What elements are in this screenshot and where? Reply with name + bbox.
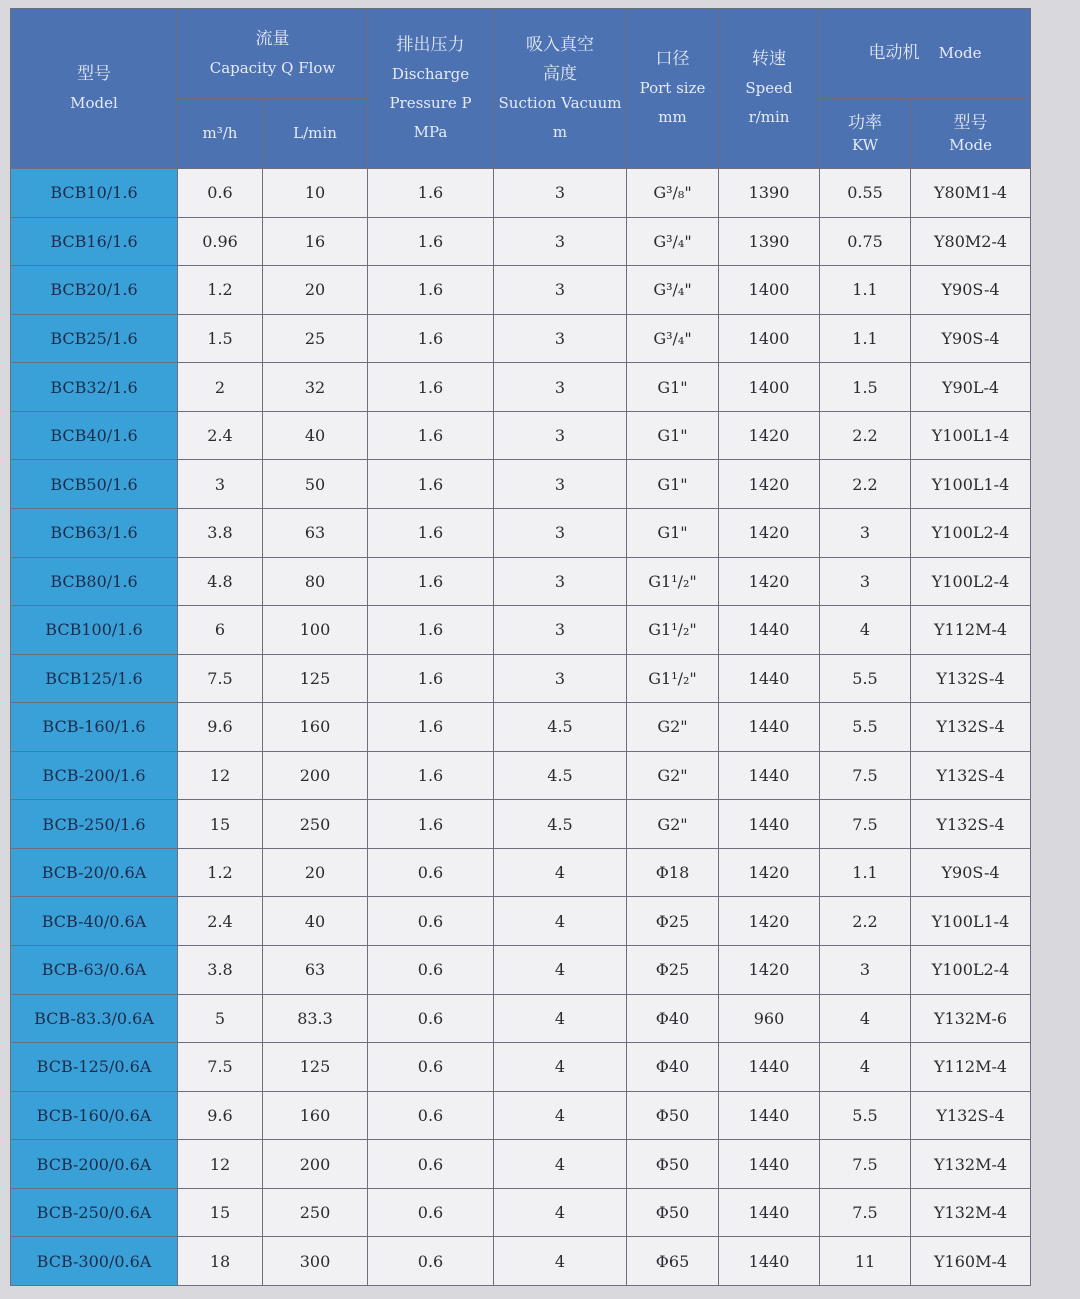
table-row	[11, 411, 1031, 460]
cell-flow-lmin: 50	[263, 460, 368, 509]
cell-pressure: 0.6	[368, 848, 494, 897]
header-power	[820, 99, 911, 169]
header-motor-model-zh: 型号	[953, 112, 988, 133]
cell-flow-m3h: 1.2	[178, 848, 263, 897]
cell-motor-model: Y132M-4	[911, 1188, 1031, 1237]
cell-suction: 3	[494, 654, 627, 703]
header-motor-model	[911, 99, 1031, 169]
cell-speed: 1400	[719, 363, 820, 412]
cell-motor-model: Y132S-4	[911, 1091, 1031, 1140]
cell-port-size: G1"	[627, 508, 719, 557]
cell-suction: 4	[494, 946, 627, 995]
cell-power: 2.2	[820, 460, 911, 509]
cell-suction: 4.5	[494, 703, 627, 752]
cell-power: 5.5	[820, 1091, 911, 1140]
cell-flow-lmin: 16	[263, 217, 368, 266]
table-row	[11, 217, 1031, 266]
header-motor-model-en: Mode	[949, 135, 992, 154]
cell-suction: 4	[494, 1140, 627, 1189]
cell-power: 3	[820, 508, 911, 557]
header-flow-m3h: m³/h	[178, 99, 263, 169]
cell-speed: 1420	[719, 557, 820, 606]
table-row	[11, 1237, 1031, 1286]
cell-motor-model: Y100L2-4	[911, 508, 1031, 557]
cell-speed: 1440	[719, 654, 820, 703]
cell-flow-lmin: 80	[263, 557, 368, 606]
header-pressure-unit: MPa	[413, 122, 448, 141]
cell-suction: 4.5	[494, 751, 627, 800]
cell-port-size: Φ65	[627, 1237, 719, 1286]
cell-port-size: G2"	[627, 703, 719, 752]
cell-pressure: 1.6	[368, 508, 494, 557]
cell-model: BCB32/1.6	[11, 363, 178, 412]
header-speed-unit: r/min	[748, 108, 790, 126]
cell-flow-lmin: 63	[263, 508, 368, 557]
cell-flow-lmin: 25	[263, 314, 368, 363]
cell-port-size: G³/₄"	[627, 266, 719, 315]
cell-pressure: 0.6	[368, 1188, 494, 1237]
cell-port-size: Φ40	[627, 994, 719, 1043]
table-row	[11, 363, 1031, 412]
header-speed-zh: 转速	[752, 49, 787, 69]
cell-pressure: 1.6	[368, 266, 494, 315]
cell-flow-lmin: 200	[263, 751, 368, 800]
cell-speed: 1420	[719, 848, 820, 897]
cell-motor-model: Y90S-4	[911, 848, 1031, 897]
cell-flow-lmin: 10	[263, 169, 368, 218]
pump-spec-table	[10, 8, 1031, 1286]
cell-model: BCB20/1.6	[11, 266, 178, 315]
cell-power: 1.5	[820, 363, 911, 412]
header-flow-lmin: L/min	[263, 99, 368, 169]
cell-power: 7.5	[820, 751, 911, 800]
cell-flow-m3h: 18	[178, 1237, 263, 1286]
cell-flow-m3h: 9.6	[178, 703, 263, 752]
cell-suction: 4.5	[494, 800, 627, 849]
header-suction-zh2: 高度	[543, 63, 578, 84]
cell-port-size: G2"	[627, 751, 719, 800]
cell-port-size: G1¹/₂"	[627, 557, 719, 606]
cell-suction: 3	[494, 217, 627, 266]
cell-pressure: 1.6	[368, 411, 494, 460]
cell-model: BCB-83.3/0.6A	[11, 994, 178, 1043]
cell-speed: 1440	[719, 1237, 820, 1286]
cell-speed: 1420	[719, 508, 820, 557]
cell-power: 5.5	[820, 654, 911, 703]
cell-pressure: 0.6	[368, 1140, 494, 1189]
cell-suction: 3	[494, 169, 627, 218]
cell-flow-lmin: 125	[263, 654, 368, 703]
cell-suction: 3	[494, 411, 627, 460]
cell-pressure: 1.6	[368, 557, 494, 606]
cell-pressure: 1.6	[368, 460, 494, 509]
cell-flow-lmin: 40	[263, 411, 368, 460]
cell-power: 1.1	[820, 848, 911, 897]
cell-pressure: 1.6	[368, 751, 494, 800]
cell-port-size: G2"	[627, 800, 719, 849]
cell-port-size: Φ25	[627, 946, 719, 995]
cell-motor-model: Y80M2-4	[911, 217, 1031, 266]
cell-speed: 960	[719, 994, 820, 1043]
cell-model: BCB-300/0.6A	[11, 1237, 178, 1286]
cell-power: 7.5	[820, 1188, 911, 1237]
cell-power: 7.5	[820, 800, 911, 849]
cell-flow-lmin: 100	[263, 606, 368, 655]
cell-flow-lmin: 250	[263, 1188, 368, 1237]
cell-model: BCB40/1.6	[11, 411, 178, 460]
cell-model: BCB-20/0.6A	[11, 848, 178, 897]
cell-model: BCB10/1.6	[11, 169, 178, 218]
header-model-zh: 型号	[77, 63, 111, 84]
cell-port-size: Φ25	[627, 897, 719, 946]
header-port-zh: 口径	[655, 49, 690, 69]
cell-speed: 1390	[719, 169, 820, 218]
cell-port-size: Φ40	[627, 1043, 719, 1092]
cell-port-size: G1¹/₂"	[627, 654, 719, 703]
cell-pressure: 1.6	[368, 654, 494, 703]
cell-flow-m3h: 3	[178, 460, 263, 509]
cell-port-size: G³/₄"	[627, 314, 719, 363]
cell-suction: 3	[494, 266, 627, 315]
header-suction	[494, 9, 627, 169]
cell-motor-model: Y100L1-4	[911, 411, 1031, 460]
header-pressure-en2: Pressure P	[389, 93, 472, 112]
cell-power: 1.1	[820, 266, 911, 315]
header-motor-zh: 电动机	[868, 43, 920, 63]
cell-flow-lmin: 83.3	[263, 994, 368, 1043]
cell-suction: 3	[494, 508, 627, 557]
cell-flow-lmin: 125	[263, 1043, 368, 1092]
cell-suction: 3	[494, 606, 627, 655]
cell-port-size: Φ50	[627, 1188, 719, 1237]
table-row	[11, 266, 1031, 315]
cell-model: BCB25/1.6	[11, 314, 178, 363]
cell-pressure: 1.6	[368, 606, 494, 655]
cell-speed: 1440	[719, 751, 820, 800]
cell-power: 0.75	[820, 217, 911, 266]
cell-speed: 1440	[719, 800, 820, 849]
cell-power: 4	[820, 1043, 911, 1092]
cell-port-size: G1"	[627, 411, 719, 460]
cell-pressure: 0.6	[368, 946, 494, 995]
cell-flow-m3h: 15	[178, 1188, 263, 1237]
cell-port-size: G1"	[627, 363, 719, 412]
table-row	[11, 994, 1031, 1043]
header-port	[627, 9, 719, 169]
cell-flow-lmin: 200	[263, 1140, 368, 1189]
cell-power: 11	[820, 1237, 911, 1286]
table-row	[11, 654, 1031, 703]
table-row	[11, 460, 1031, 509]
table-body	[11, 169, 1031, 1286]
cell-power: 4	[820, 994, 911, 1043]
cell-speed: 1400	[719, 266, 820, 315]
cell-motor-model: Y80M1-4	[911, 169, 1031, 218]
header-pressure-en1: Discharge	[391, 64, 470, 83]
cell-pressure: 0.6	[368, 1091, 494, 1140]
header-pressure	[368, 9, 494, 169]
table-row	[11, 848, 1031, 897]
cell-flow-lmin: 160	[263, 703, 368, 752]
table-header	[11, 9, 1031, 169]
cell-suction: 4	[494, 994, 627, 1043]
table-row	[11, 1188, 1031, 1237]
cell-model: BCB-250/1.6	[11, 800, 178, 849]
cell-suction: 4	[494, 1091, 627, 1140]
header-suction-zh1: 吸入真空	[526, 34, 595, 55]
header-speed	[719, 9, 820, 169]
cell-motor-model: Y160M-4	[911, 1237, 1031, 1286]
cell-power: 3	[820, 557, 911, 606]
cell-suction: 4	[494, 1188, 627, 1237]
cell-speed: 1420	[719, 897, 820, 946]
table-row	[11, 169, 1031, 218]
header-suction-en: Suction Vacuum	[498, 93, 622, 112]
cell-model: BCB-200/0.6A	[11, 1140, 178, 1189]
cell-suction: 4	[494, 897, 627, 946]
cell-flow-m3h: 12	[178, 1140, 263, 1189]
header-suction-unit: m	[552, 122, 568, 141]
table-row	[11, 897, 1031, 946]
cell-power: 5.5	[820, 703, 911, 752]
cell-pressure: 1.6	[368, 363, 494, 412]
cell-motor-model: Y112M-4	[911, 606, 1031, 655]
cell-flow-m3h: 7.5	[178, 654, 263, 703]
cell-motor-model: Y90S-4	[911, 266, 1031, 315]
cell-pressure: 1.6	[368, 800, 494, 849]
header-model-en: Model	[70, 93, 118, 112]
cell-pressure: 0.6	[368, 994, 494, 1043]
cell-pressure: 1.6	[368, 217, 494, 266]
cell-flow-lmin: 20	[263, 266, 368, 315]
table-row	[11, 1043, 1031, 1092]
cell-flow-m3h: 1.2	[178, 266, 263, 315]
cell-speed: 1440	[719, 703, 820, 752]
cell-port-size: G³/₄"	[627, 217, 719, 266]
cell-model: BCB125/1.6	[11, 654, 178, 703]
cell-flow-m3h: 3.8	[178, 946, 263, 995]
cell-model: BCB-63/0.6A	[11, 946, 178, 995]
cell-pressure: 0.6	[368, 897, 494, 946]
header-power-unit: KW	[851, 135, 879, 154]
cell-suction: 4	[494, 848, 627, 897]
cell-port-size: G1"	[627, 460, 719, 509]
cell-motor-model: Y132M-6	[911, 994, 1031, 1043]
cell-speed: 1400	[719, 314, 820, 363]
cell-model: BCB16/1.6	[11, 217, 178, 266]
cell-model: BCB-125/0.6A	[11, 1043, 178, 1092]
cell-flow-m3h: 9.6	[178, 1091, 263, 1140]
cell-model: BCB100/1.6	[11, 606, 178, 655]
cell-model: BCB-160/1.6	[11, 703, 178, 752]
cell-flow-m3h: 12	[178, 751, 263, 800]
cell-suction: 3	[494, 314, 627, 363]
cell-speed: 1390	[719, 217, 820, 266]
cell-power: 7.5	[820, 1140, 911, 1189]
header-port-en: Port size	[639, 79, 706, 97]
cell-flow-m3h: 4.8	[178, 557, 263, 606]
cell-motor-model: Y100L2-4	[911, 557, 1031, 606]
header-flow	[178, 9, 368, 99]
header-flow-en: Capacity Q Flow	[209, 58, 336, 77]
cell-power: 2.2	[820, 411, 911, 460]
cell-model: BCB-200/1.6	[11, 751, 178, 800]
cell-pressure: 1.6	[368, 314, 494, 363]
cell-speed: 1420	[719, 411, 820, 460]
cell-suction: 4	[494, 1043, 627, 1092]
cell-motor-model: Y132S-4	[911, 703, 1031, 752]
cell-flow-m3h: 7.5	[178, 1043, 263, 1092]
cell-motor-model: Y90L-4	[911, 363, 1031, 412]
cell-power: 4	[820, 606, 911, 655]
pump-spec-sheet	[10, 8, 1030, 1286]
header-model	[11, 9, 178, 169]
cell-flow-m3h: 3.8	[178, 508, 263, 557]
cell-flow-lmin: 32	[263, 363, 368, 412]
cell-power: 2.2	[820, 897, 911, 946]
cell-flow-m3h: 2.4	[178, 411, 263, 460]
cell-flow-m3h: 2.4	[178, 897, 263, 946]
cell-speed: 1440	[719, 1140, 820, 1189]
header-pressure-zh: 排出压力	[396, 34, 465, 55]
cell-suction: 3	[494, 460, 627, 509]
cell-suction: 3	[494, 557, 627, 606]
table-row	[11, 946, 1031, 995]
cell-suction: 4	[494, 1237, 627, 1286]
cell-flow-m3h: 5	[178, 994, 263, 1043]
cell-flow-m3h: 15	[178, 800, 263, 849]
table-row	[11, 751, 1031, 800]
header-speed-en: Speed	[745, 79, 793, 97]
cell-speed: 1440	[719, 1043, 820, 1092]
cell-flow-lmin: 63	[263, 946, 368, 995]
cell-motor-model: Y132S-4	[911, 654, 1031, 703]
cell-pressure: 0.6	[368, 1043, 494, 1092]
table-row	[11, 314, 1031, 363]
cell-flow-lmin: 20	[263, 848, 368, 897]
cell-motor-model: Y132S-4	[911, 800, 1031, 849]
table-row	[11, 557, 1031, 606]
cell-model: BCB50/1.6	[11, 460, 178, 509]
cell-power: 3	[820, 946, 911, 995]
table-row	[11, 606, 1031, 655]
cell-flow-lmin: 40	[263, 897, 368, 946]
cell-motor-model: Y112M-4	[911, 1043, 1031, 1092]
header-motor-en: Mode	[938, 44, 982, 62]
cell-motor-model: Y90S-4	[911, 314, 1031, 363]
cell-speed: 1420	[719, 460, 820, 509]
cell-flow-lmin: 250	[263, 800, 368, 849]
cell-speed: 1440	[719, 1188, 820, 1237]
header-port-unit: mm	[658, 108, 687, 126]
cell-flow-m3h: 0.6	[178, 169, 263, 218]
cell-model: BCB-40/0.6A	[11, 897, 178, 946]
cell-speed: 1420	[719, 946, 820, 995]
table-row	[11, 703, 1031, 752]
cell-flow-m3h: 2	[178, 363, 263, 412]
cell-motor-model: Y100L1-4	[911, 460, 1031, 509]
cell-model: BCB-160/0.6A	[11, 1091, 178, 1140]
cell-pressure: 1.6	[368, 169, 494, 218]
cell-model: BCB63/1.6	[11, 508, 178, 557]
cell-pressure: 1.6	[368, 703, 494, 752]
header-power-zh: 功率	[848, 112, 883, 133]
cell-power: 0.55	[820, 169, 911, 218]
cell-port-size: G³/₈"	[627, 169, 719, 218]
cell-motor-model: Y132S-4	[911, 751, 1031, 800]
cell-speed: 1440	[719, 606, 820, 655]
cell-flow-lmin: 160	[263, 1091, 368, 1140]
cell-motor-model: Y100L2-4	[911, 946, 1031, 995]
cell-port-size: Φ18	[627, 848, 719, 897]
table-row	[11, 1140, 1031, 1189]
cell-port-size: Φ50	[627, 1091, 719, 1140]
table-row	[11, 800, 1031, 849]
cell-flow-m3h: 0.96	[178, 217, 263, 266]
cell-pressure: 0.6	[368, 1237, 494, 1286]
cell-power: 1.1	[820, 314, 911, 363]
table-row	[11, 508, 1031, 557]
cell-motor-model: Y132M-4	[911, 1140, 1031, 1189]
cell-suction: 3	[494, 363, 627, 412]
cell-port-size: G1¹/₂"	[627, 606, 719, 655]
header-flow-zh: 流量	[255, 28, 290, 49]
header-motor	[820, 9, 1031, 99]
cell-model: BCB80/1.6	[11, 557, 178, 606]
cell-flow-m3h: 1.5	[178, 314, 263, 363]
cell-speed: 1440	[719, 1091, 820, 1140]
cell-motor-model: Y100L1-4	[911, 897, 1031, 946]
table-row	[11, 1091, 1031, 1140]
cell-port-size: Φ50	[627, 1140, 719, 1189]
cell-flow-lmin: 300	[263, 1237, 368, 1286]
cell-model: BCB-250/0.6A	[11, 1188, 178, 1237]
cell-flow-m3h: 6	[178, 606, 263, 655]
